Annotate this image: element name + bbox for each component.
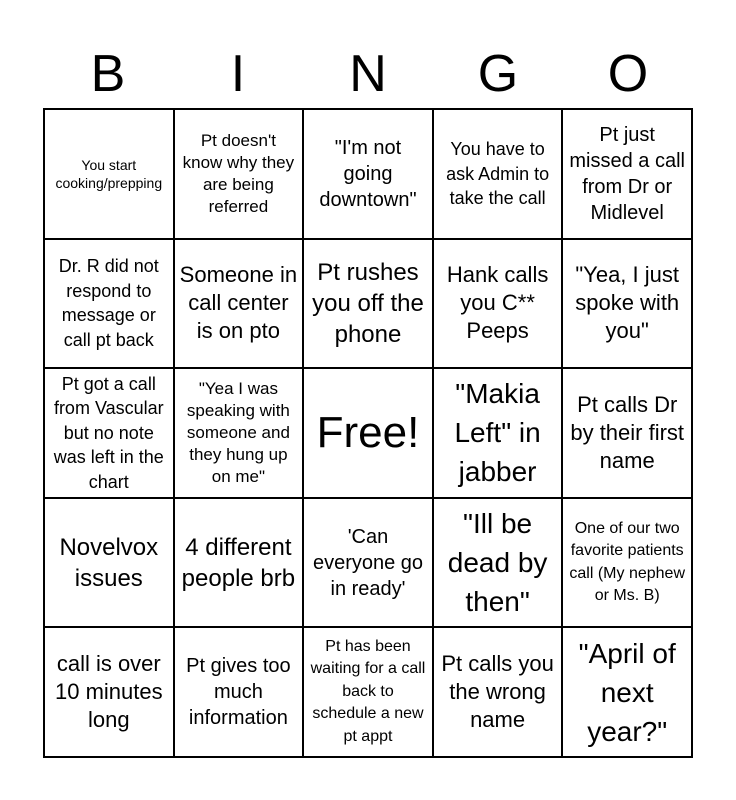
header-letter-b: B — [90, 45, 126, 103]
bingo-cell-r4c3[interactable] — [303, 498, 433, 628]
bingo-grid — [43, 108, 693, 758]
bingo-cell-r1c3[interactable] — [303, 109, 433, 239]
bingo-cell-r4c2[interactable] — [174, 498, 304, 628]
cell-text: "Yea I was speaking with someone and they hung up on me" — [186, 378, 290, 486]
header-letter-o: O — [607, 45, 649, 103]
cell-text: "Ill be dead by then" — [447, 508, 548, 618]
bingo-cell-r1c2[interactable] — [174, 109, 304, 239]
cell-text: One of our two favorite patients call (My nephew or Ms. B) — [569, 519, 685, 605]
cell-text: "Makia Left" in jabber — [454, 378, 541, 488]
bingo-cell-r2c4[interactable] — [433, 239, 563, 369]
cell-text: Hank calls you C** Peeps — [446, 262, 549, 344]
cell-text: Pt calls Dr by their first name — [570, 391, 685, 473]
cell-text: You have to ask Admin to take the call — [446, 139, 550, 209]
cell-text: You start cooking/prepping — [55, 156, 163, 191]
bingo-cell-r3c4[interactable] — [433, 368, 563, 498]
cell-text: call is over 10 minutes long — [54, 651, 163, 733]
cell-text: Pt just missed a call from Dr or Midlevel — [569, 123, 685, 224]
cell-text: "I'm not going downtown" — [319, 136, 417, 211]
cell-text: Pt doesn't know why they are being referred — [182, 130, 295, 216]
header-letter-g: G — [477, 45, 519, 103]
header-letter-n: N — [349, 45, 387, 103]
bingo-cell-r5c3[interactable] — [303, 627, 433, 757]
cell-text: Pt rushes you off the phone — [312, 258, 424, 348]
cell-text: "Yea, I just spoke with you" — [575, 262, 680, 344]
bingo-cell-r1c5[interactable] — [562, 109, 692, 239]
cell-text: Novelvox issues — [59, 533, 159, 592]
bingo-cell-r2c2[interactable] — [174, 239, 304, 369]
header-letter-i: I — [230, 45, 246, 103]
cell-text: Pt calls you the wrong name — [441, 651, 554, 733]
cell-text: "April of next year?" — [578, 637, 676, 747]
bingo-header — [43, 40, 693, 108]
bingo-cell-r1c4[interactable] — [433, 109, 563, 239]
bingo-cell-r5c1[interactable] — [44, 627, 174, 757]
bingo-cell-r3c2[interactable] — [174, 368, 304, 498]
bingo-cell-free[interactable] — [303, 368, 433, 498]
cell-text: Pt got a call from Vascular but no note was left in the chart — [53, 373, 164, 492]
cell-text: Dr. R did not respond to message or call pt back — [58, 256, 159, 350]
cell-text: Pt gives too much information — [186, 655, 291, 730]
bingo-cell-r3c5[interactable] — [562, 368, 692, 498]
cell-text: 'Can everyone go in ready' — [312, 525, 424, 600]
bingo-cell-r4c1[interactable] — [44, 498, 174, 628]
bingo-cell-r1c1[interactable] — [44, 109, 174, 239]
bingo-cell-r4c5[interactable] — [562, 498, 692, 628]
bingo-cell-r5c4[interactable] — [433, 627, 563, 757]
bingo-cell-r5c2[interactable] — [174, 627, 304, 757]
bingo-cell-r4c4[interactable] — [433, 498, 563, 628]
bingo-cell-r3c1[interactable] — [44, 368, 174, 498]
free-space-text: Free! — [316, 407, 420, 457]
bingo-cell-r2c5[interactable] — [562, 239, 692, 369]
cell-text: Pt has been waiting for a call back to schedule a new pt appt — [310, 637, 426, 745]
bingo-cell-r5c5[interactable] — [562, 627, 692, 757]
cell-text: Someone in call center is on pto — [179, 262, 298, 344]
bingo-cell-r2c1[interactable] — [44, 239, 174, 369]
bingo-cell-r2c3[interactable] — [303, 239, 433, 369]
cell-text: 4 different people brb — [181, 533, 296, 592]
